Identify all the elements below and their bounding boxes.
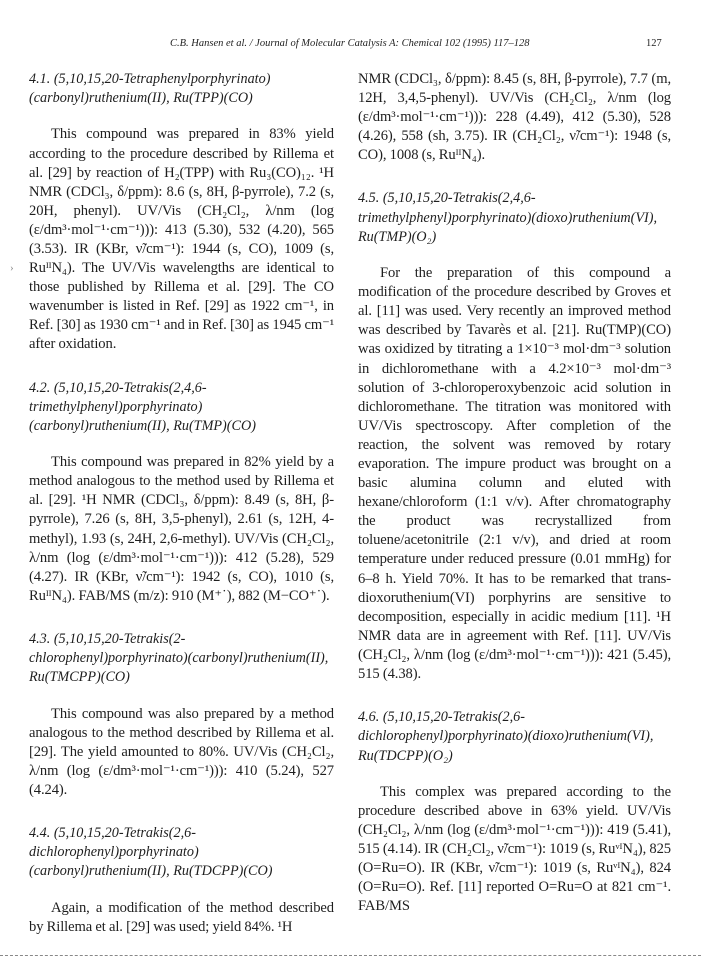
continuation-paragraph: NMR (CDCl₃, δ/ppm): 8.45 (s, 8H, β-pyrrole), 7.7 (m, 12H, 3,4,5-phenyl). UV/Vis (CH₂Cl₂, λ/nm (log (ε/dm³·mol⁻¹·cm⁻¹))): 228 (4.49), 412 (5.30), 528 (4.26), 558 (sh, 3.75). IR (CH₂Cl₂, ν̃/cm⁻¹): 1948 (s, CO), 1008 (s, RuᴵᴵN₄). (358, 71, 671, 164)
section-paragraph-4-1: This compound was prepared in 83% yield according to the procedure described by Rillema et al. [29] by reaction of H₂(TPP) with Ru₃(CO)₁₂. ¹H NMR (CDCl₃, δ/ppm): 8.6 (s, 8H, β-pyrrole), 7.2 (s, 20H, phenyl). UV/Vis (CH₂Cl₂, λ/nm (log (ε/dm³·mol⁻¹·cm⁻¹))): 413 (5.30), 532 (4.20), 565 (3.53). IR (KBr, ν̃/cm⁻¹): 1944 (s, CO), 1009 (s, RuᴵᴵN₄). The UV/Vis wavelengths are identical to those published by Rillema et al. [29]. The CO wavenumber is listed in Ref. [29] as 1922 cm⁻¹, in Ref. [30] as 1930 cm⁻¹ and in Ref. [30] as 1945 cm⁻¹ after oxidation. (29, 126, 334, 353)
left-column (29, 70, 334, 937)
section-paragraph-4-6: This complex was prepared according to the procedure described above in 63% yield. UV/Vis (CH₂Cl₂, λ/nm (log (ε/dm³·mol⁻¹·cm⁻¹))): 419 (5.41), 515 (4.14). IR (CH₂Cl₂, ν̃/cm⁻¹): 1019 (s, RuᵛᴵN₄), 825 (O=Ru=O). IR (KBr, ν̃/cm⁻¹): 1019 (s, RuᵛᴵN₄), 824 (O=Ru=O). Ref. [11] reported O=Ru=O at 821 cm⁻¹. FAB/MS (358, 783, 671, 915)
margin-mark: › (10, 262, 14, 274)
section-heading-4-5: 4.5. (5,10,15,20-Tetrakis(2,4,6-trimethylphenyl)porphyrinato)(dioxo)ruthenium(VI), Ru(TMP)(O₂) (358, 190, 658, 245)
section-paragraph-4-3: This compound was also prepared by a method analogous to the method described by Rillema et al. [29]. The yield amounted to 80%. UV/Vis (CH₂Cl₂, λ/nm (log (ε/dm³·mol⁻¹·cm⁻¹))): 410 (5.24), 527 (4.24). (29, 705, 334, 798)
section-heading-4-4: 4.4. (5,10,15,20-Tetrakis(2,6-dichlorophenyl)porphyrinato)(carbonyl)ruthenium(II), Ru(TDCPP)(CO) (29, 824, 273, 880)
section-heading-4-2: 4.2. (5,10,15,20-Tetrakis(2,4,6-trimethylphenyl)porphyrinato)(carbonyl)ruthenium(II), Ru(TMP)(CO) (29, 379, 256, 434)
section-paragraph-4-5: For the preparation of this compound a modification of the procedure described by Groves et al. [11] was used. Very recently an improved method was described by Tavarès et al. [21]. Ru(TMP)(CO) was oxidized by titrating a 1×10⁻³ mol·dm⁻³ solution in dichloromethane with a 4.2×10⁻³ mol·dm⁻³ solution of 3-chloroperoxybenzoic acid solution in dichloromethane. The titration was monitored with UV/Vis spectroscopy. After completion of the reaction, the solvent was removed by rotary evaporation. The impure product was brought on a basic alumina column and eluted with hexane/chloroform (1:1 v/v). After chromatography the product was recrystallized from toluene/acetonitrile (2:1 v/v), and dried at room temperature under reduced pressure (0.01 mmHg) for 6–8 h. Yield 70%. It has to be remarked that trans-dioxoruthenium(VI) porphyrins are sensitive to decomposition, especially in acidic medium [11]. ¹H NMR data are in agreement with Ref. [11]. UV/Vis (CH₂Cl₂, λ/nm (log (ε/dm³·mol⁻¹·cm⁻¹))): 421 (5.45), 515 (4.38). (358, 265, 671, 683)
section-heading-4-6: 4.6. (5,10,15,20-Tetrakis(2,6-dichlorophenyl)porphyrinato)(dioxo)ruthenium(VI), Ru(TDCPP)(O₂) (358, 709, 654, 764)
page-bottom-rule (0, 955, 701, 956)
section-paragraph-4-2: This compound was prepared in 82% yield by a method analogous to the method used by Rillema et al. [29]. ¹H NMR (CDCl₃, δ/ppm): 8.49 (s, 8H, β-pyrrole), 7.26 (s, 8H, 3,5-phenyl), 2.61 (s, 12H, 4-methyl), 1.93 (s, 24H, 2,6-methyl). UV/Vis (CH₂Cl₂, λ/nm (log (ε/dm³·mol⁻¹·cm⁻¹))): 412 (5.28), 529 (4.27). IR (KBr, ν̃/cm⁻¹): 1942 (s, CO), 1010 (s, RuᴵᴵN₄). FAB/MS (m/z): 910 (M⁺˙), 882 (M−CO⁺˙). (29, 454, 334, 604)
right-column (358, 70, 671, 916)
section-heading-4-3: 4.3. (5,10,15,20-Tetrakis(2-chlorophenyl)porphyrinato)(carbonyl)ruthenium(II), Ru(TMCPP)(CO) (29, 630, 329, 686)
running-head (0, 38, 701, 54)
journal-citation: C.B. Hansen et al. / Journal of Molecular Catalysis A: Chemical 102 (1995) 117–128 (170, 38, 530, 49)
section-heading-4-1: 4.1. (5,10,15,20-Tetraphenylporphyrinato)(carbonyl)ruthenium(II), Ru(TPP)(CO) (29, 71, 271, 107)
page-number: 127 (646, 38, 662, 49)
section-paragraph-4-4: Again, a modification of the method described by Rillema et al. [29] was used; yield 84%. ¹H (29, 899, 334, 935)
